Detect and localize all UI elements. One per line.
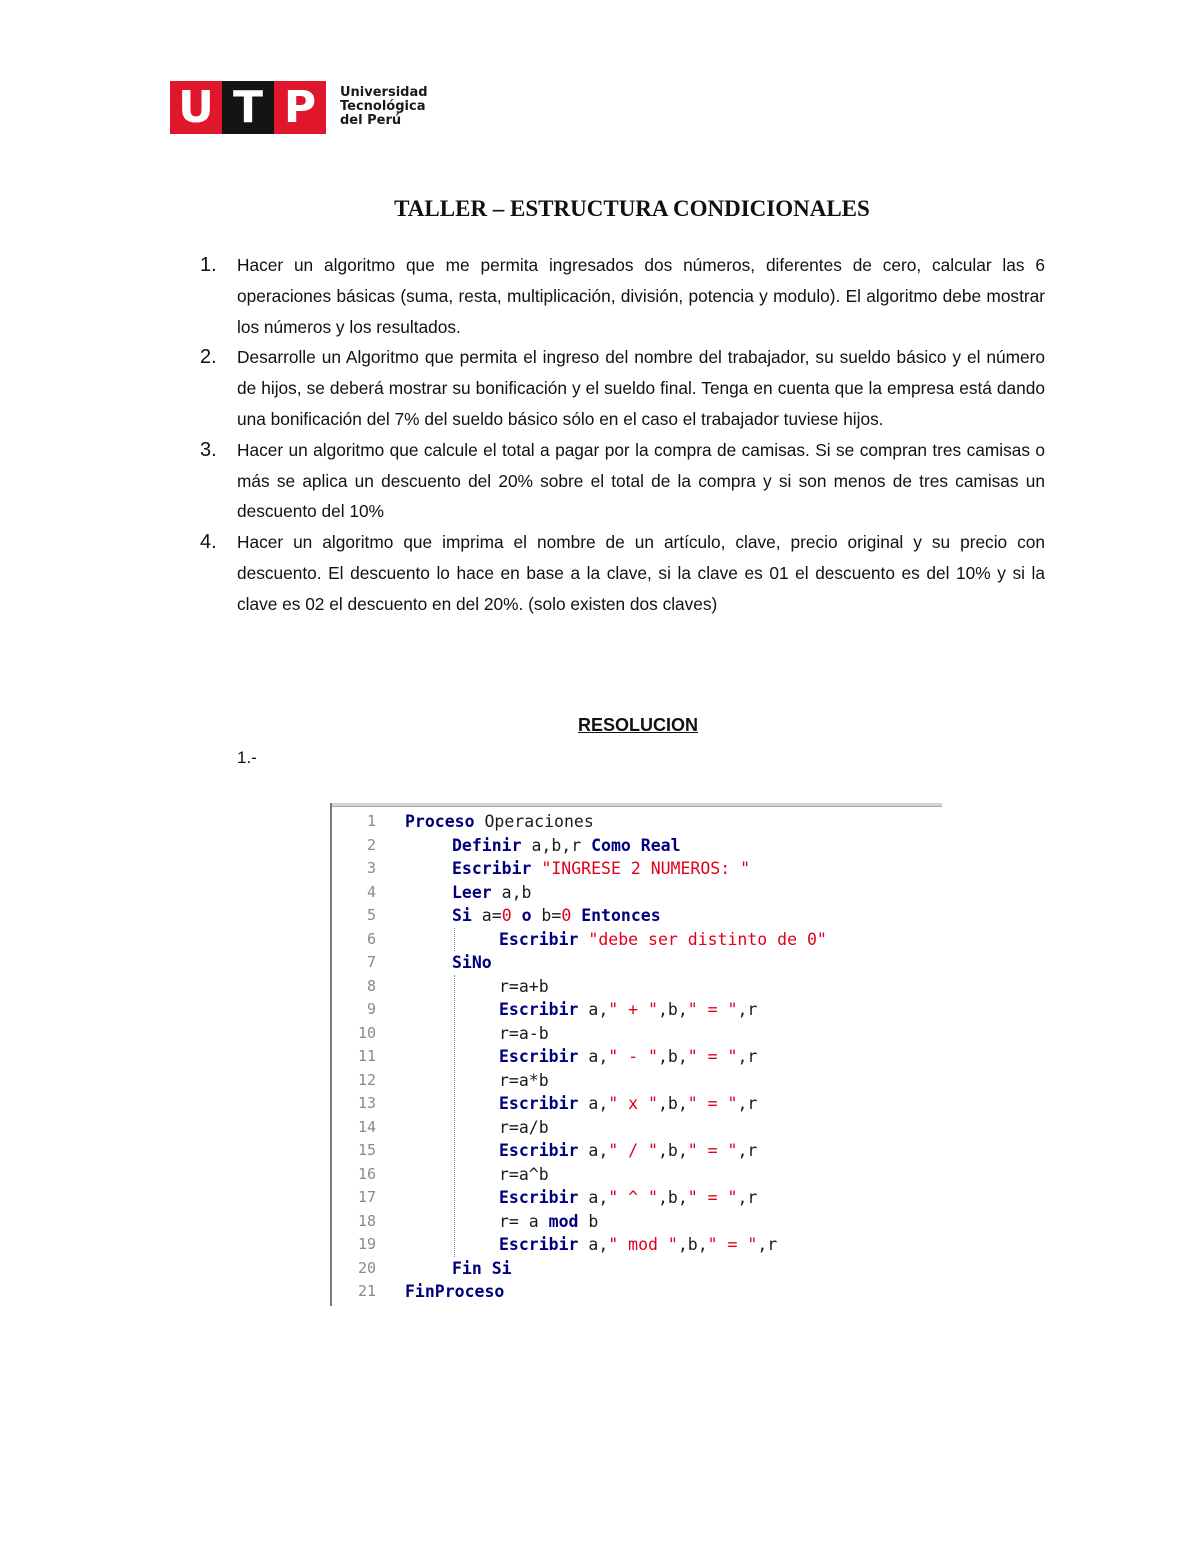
logo-wordmark [340,86,428,128]
task-list [200,250,1045,620]
code-text [452,857,750,881]
line-number: 10 [357,1023,376,1042]
line-number: 20 [357,1258,376,1277]
task-text: Hacer un algoritmo que calcule el total a pagar por la compra de camisas. Si se compran tres camisas o más se aplica un descuento del 20% sobre el total de la compra y si son menos de tres camisas un descuento del 10% [237,439,1045,522]
code-line [332,1233,940,1257]
code-line [332,951,940,975]
keyword-token: Escribir [499,1141,579,1160]
code-text [405,810,594,834]
code-line [332,1210,940,1234]
code-token: a, [578,1094,609,1113]
code-token: ,b, [657,1094,688,1113]
line-number: 13 [357,1094,376,1112]
code-text [499,998,757,1022]
line-number: 11 [357,1047,376,1065]
code-line [332,928,940,952]
code-token: ,b, [657,1141,688,1160]
line-number: 7 [366,953,376,971]
keyword-token: Escribir [499,1047,579,1066]
task-item [200,527,1045,619]
keyword-token: Como [591,835,631,855]
task-text: Desarrolle un Algoritmo que permita el ingreso del nombre del trabajador, su sueldo básico y el número de hijos, se deberá mostrar su bonificación y el sueldo final. Tenga en cuenta que la empresa está dando una bonificación del 7% del sueldo básico sólo en el caso el trabajador tuviese hijos. [237,347,1045,429]
literal-token: "INGRESE 2 NUMEROS: " [541,859,751,878]
keyword-token: Escribir [499,1000,579,1019]
line-number: 16 [357,1164,376,1183]
code-token: ,r [737,1094,758,1113]
code-token [571,906,581,925]
code-line [332,881,940,905]
literal-token: " = " [687,1141,738,1160]
logo-line-3: del Perú [340,113,402,128]
literal-token: " / " [608,1141,658,1160]
step-label: 1.- [237,748,257,767]
code-line [332,1022,940,1046]
code-text [452,904,661,928]
code-text [452,881,532,905]
task-item [200,342,1045,434]
utp-logo [170,80,428,134]
keyword-token: Real [640,835,681,855]
resolucion-heading: RESOLUCION [578,715,699,735]
literal-token: " - " [608,1047,658,1066]
line-number: 21 [357,1282,376,1300]
code-token: ,r [737,1188,758,1207]
code-text [499,1045,757,1069]
task-item [200,435,1045,527]
code-line [332,1116,940,1140]
task-number: 4. [200,531,217,554]
literal-token: " = " [687,1094,738,1113]
keyword-token: Escribir [452,859,532,878]
code-token: r= a [499,1211,549,1231]
code-text [499,1233,777,1257]
code-line [332,1069,940,1093]
line-number: 8 [366,976,376,995]
code-text [499,1022,549,1046]
code-token [631,836,641,855]
task-text: Hacer un algoritmo que me permita ingresados dos números, diferentes de cero, calcular las 6 operaciones básicas (suma, resta, multiplicación, división, potencia y modulo). El algoritmo debe mostrar los números y los resultados. [237,255,1045,337]
keyword-token: Si [452,906,472,925]
line-number: 6 [366,929,376,948]
logo-line-1: Universidad [340,85,428,100]
indent-guide [454,928,455,952]
code-token: ,b, [657,1188,688,1207]
code-token [578,930,588,949]
literal-token: " = " [687,1188,738,1207]
code-line [332,1045,940,1069]
task-item [200,250,1045,342]
code-token: a,b,r [521,835,592,855]
keyword-token: mod [548,1211,579,1231]
logo-letter-u: U [170,81,222,134]
code-token: r=a*b [499,1070,549,1090]
keyword-token: Escribir [499,1188,579,1207]
task-number: 3. [200,438,217,461]
code-text [499,1116,549,1140]
code-token [512,906,522,925]
code-text [405,1280,504,1304]
code-token: a= [471,906,502,925]
literal-token: " = " [707,1235,758,1254]
code-text [452,834,681,858]
code-line [332,1186,940,1210]
keyword-token: Entonces [581,906,661,925]
code-token [531,859,541,878]
code-token: b [578,1211,599,1231]
code-token: ,r [737,1141,758,1160]
literal-token: " + " [608,1000,658,1019]
keyword-token: Proceso [405,812,475,831]
code-line [332,1092,940,1116]
line-number: 12 [357,1070,376,1089]
code-token: r=a^b [499,1164,549,1184]
page-title: TALLER – ESTRUCTURA CONDICIONALES [394,196,870,221]
line-number: 15 [357,1141,376,1159]
code-token: a,b [491,882,532,902]
editor-top-border [330,803,942,807]
line-number: 4 [366,882,376,901]
code-text [499,1092,757,1116]
code-token: ,b, [657,1000,688,1019]
code-token: a, [578,1188,609,1207]
code-text [452,1257,512,1281]
keyword-token: Definir [452,835,522,855]
literal-token: 0 [561,906,572,925]
line-number: 3 [366,859,376,877]
keyword-token: FinProceso [405,1282,505,1301]
indent-guide [454,975,455,1257]
code-text [499,1139,757,1163]
keyword-token: SiNo [452,953,492,972]
code-line [332,1257,940,1281]
literal-token: 0 [501,906,512,925]
code-token: a, [578,1235,609,1254]
code-token: ,r [737,1000,758,1019]
logo-letter-p: P [274,81,326,134]
code-text [499,1186,757,1210]
code-line [332,998,940,1022]
keyword-token: Leer [452,882,492,902]
keyword-token: o [521,906,532,925]
code-line [332,975,940,999]
code-token: ,b, [677,1235,708,1254]
logo-letter-t: T [222,81,274,134]
code-token: ,r [737,1047,758,1066]
line-number: 18 [357,1211,376,1230]
code-text [499,1210,598,1234]
keyword-token: Fin Si [452,1258,512,1278]
line-number: 2 [366,835,376,854]
code-text [452,951,492,975]
code-editor-screenshot [330,803,942,1306]
task-text: Hacer un algoritmo que imprima el nombre de un artículo, clave, precio original y su precio con descuento. El descuento lo hace en base a la clave, si la clave es 01 el descuento es del 10% y si la clave es 02 el descuento en del 20%. (solo existen dos claves) [237,532,1045,614]
code-token: a, [578,1047,609,1066]
code-text [499,975,549,999]
literal-token: " = " [687,1047,738,1066]
keyword-token: Escribir [499,1235,579,1254]
literal-token: "debe ser distinto de 0" [588,929,827,949]
line-number: 19 [357,1235,376,1253]
code-line [332,810,940,834]
keyword-token: Escribir [499,929,579,949]
logo-line-2: Tecnológica [340,99,426,114]
line-number: 17 [357,1188,376,1206]
code-token: a, [578,1000,609,1019]
literal-token: " x " [608,1094,658,1113]
keyword-token: Escribir [499,1094,579,1113]
code-text [499,928,827,952]
task-number: 2. [200,346,217,369]
code-line [332,857,940,881]
line-number: 9 [366,1000,376,1018]
code-token: ,r [757,1235,778,1254]
code-line [332,834,940,858]
literal-token: " mod " [608,1235,678,1254]
code-line [332,904,940,928]
line-number: 5 [366,906,376,924]
code-token: b= [531,906,562,925]
code-token: r=a-b [499,1023,549,1043]
code-token: r=a+b [499,976,549,996]
code-lines [332,810,940,1304]
code-token: Operaciones [474,812,594,831]
code-token: r=a/b [499,1117,549,1137]
task-number: 1. [200,254,217,276]
code-text [499,1163,549,1187]
code-line [332,1163,940,1187]
code-token: ,b, [657,1047,688,1066]
literal-token: " = " [687,1000,738,1019]
code-text [499,1069,549,1093]
code-line [332,1139,940,1163]
line-number: 1 [366,812,376,830]
line-number: 14 [357,1117,376,1136]
code-token: a, [578,1141,609,1160]
literal-token: " ^ " [608,1188,658,1207]
code-line [332,1280,940,1304]
